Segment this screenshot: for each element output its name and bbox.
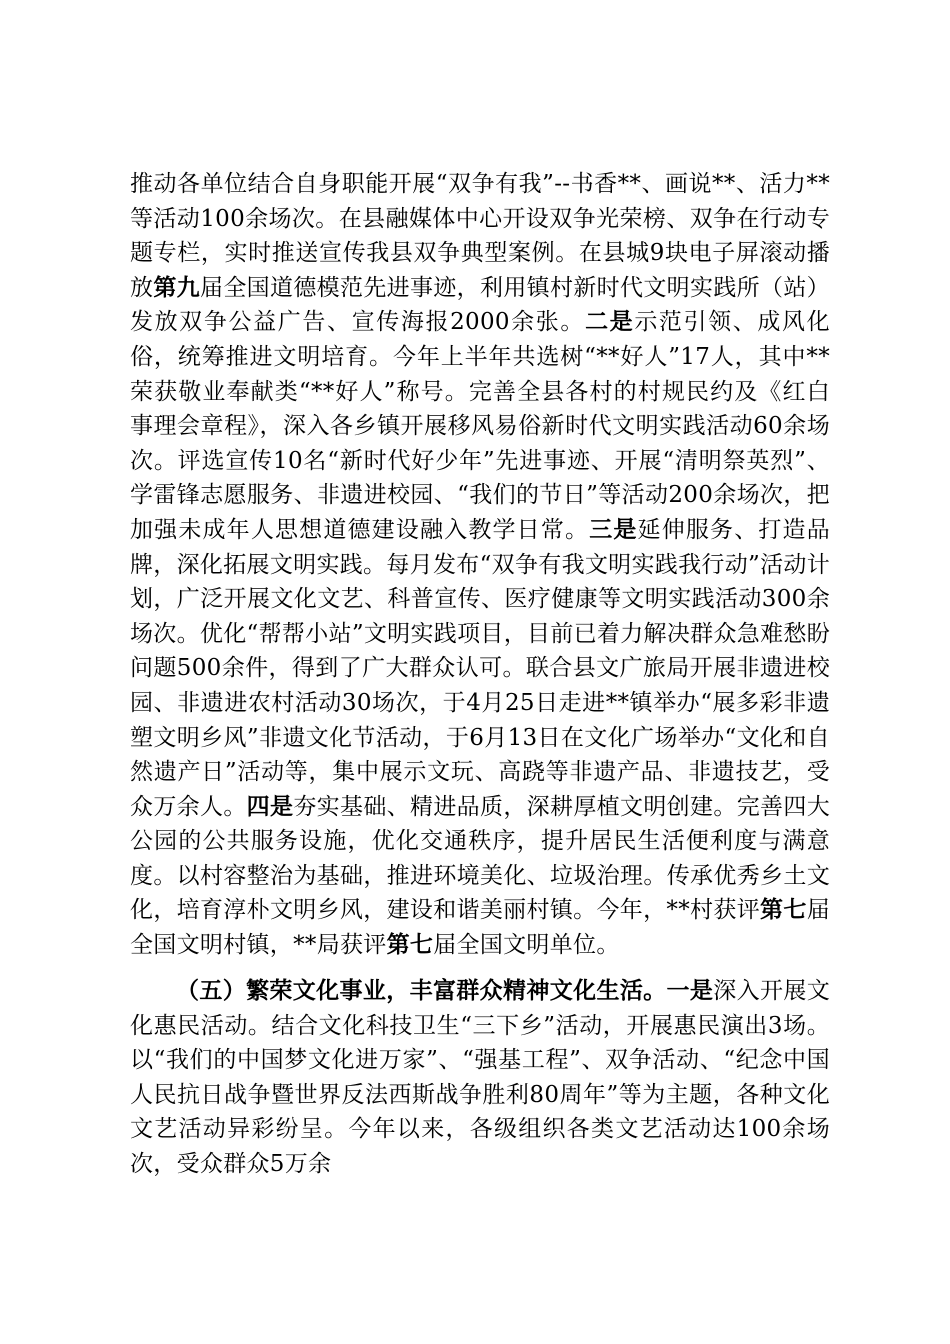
text-segment: 延伸服务、打造品牌，深化拓展文明实践。每月发布“双争有我文明实践我行动”活动计划，广泛开展文化文艺、科普宣传、医疗健康等文明实践活动300余场次。优化“帮帮小站”文明实践项目，目前已着力解决群众急难愁盼问题500余件，得到了广大群众认可。联合县文广旅局开展非遗进校园、非遗进农村活动30场次，于4月25日走进**镇举办“展多彩非遗塑文明乡风”非遗文化节活动，于6月13日在文化广场举办“文化和自然遗产日”活动等，集中展示文玩、高跷等非遗产品、非遗技艺，受众万余人。: [130, 516, 831, 820]
section-heading: （五）繁荣文化事业，丰富群众精神文化生活。一是: [176, 977, 714, 1004]
text-segment: 推动各单位结合自身职能开展“双争有我”--书香**、画说**、活力**等活动100余场次。在县融媒体中心开设双争光荣榜、双争在行动专题专栏，实时推送宣传我县双争典型案例。在县城9块电子屏滚动播放: [130, 171, 830, 301]
text-segment: 示范引领、成风化俗，统筹推进文明培育。今年上半年共选树“**好人”17人，其中**荣获敬业奉献类“**好人”称号。完善全县各村的村规民约及《红白事理会章程》，深入各乡镇开展移风易俗新时代文明实践活动60余场次。评选宣传10名“新时代好少年”先进事迹、开展“清明祭英烈”、学雷锋志愿服务、非遗进校园、“我们的节日”等活动200余场次，把加强未成年人思想道德建设融入教学日常。: [130, 309, 830, 543]
bold-segment: 四是: [246, 792, 294, 820]
bold-segment: 第七: [760, 896, 807, 924]
bold-segment: 二是: [585, 308, 635, 336]
body-paragraph-2: [130, 974, 830, 1182]
bold-segment: 三是: [589, 515, 638, 543]
bold-segment: 第九: [153, 273, 201, 301]
text-segment: 届全国文明村镇，**局获评: [130, 897, 830, 959]
text-segment: 夯实基础、精进品质，深耕厚植文明创建。完善四大公园的公共服务设施，优化交通秩序，提升居民生活便利度与满意度。以村容整治为基础，推进环境美化、垃圾治理。传承优秀乡土文化，培育淳朴文明乡风，建设和谐美丽村镇。今年，**村获评: [130, 793, 830, 924]
text-segment: 届全国道德模范先进事迹，利用镇村新时代文明实践所（站）发放双争公益广告、宣传海报2000余张。: [130, 274, 830, 336]
text-segment: 深入开展文化惠民活动。结合文化科技卫生“三下乡”活动，开展惠民演出3场。以“我们的中国梦文化进万家”、“强基工程”、双争活动、“纪念中国人民抗日战争暨世界反法西斯战争胜利80周年”等为主题，各种文化文艺活动异彩纷呈。今年以来，各级组织各类文艺活动达100余场次，受众群众5万余: [130, 978, 831, 1177]
bold-segment: 第七: [386, 931, 434, 959]
body-paragraph-1: [130, 167, 830, 963]
text-segment: 届全国文明单位。: [433, 932, 620, 959]
